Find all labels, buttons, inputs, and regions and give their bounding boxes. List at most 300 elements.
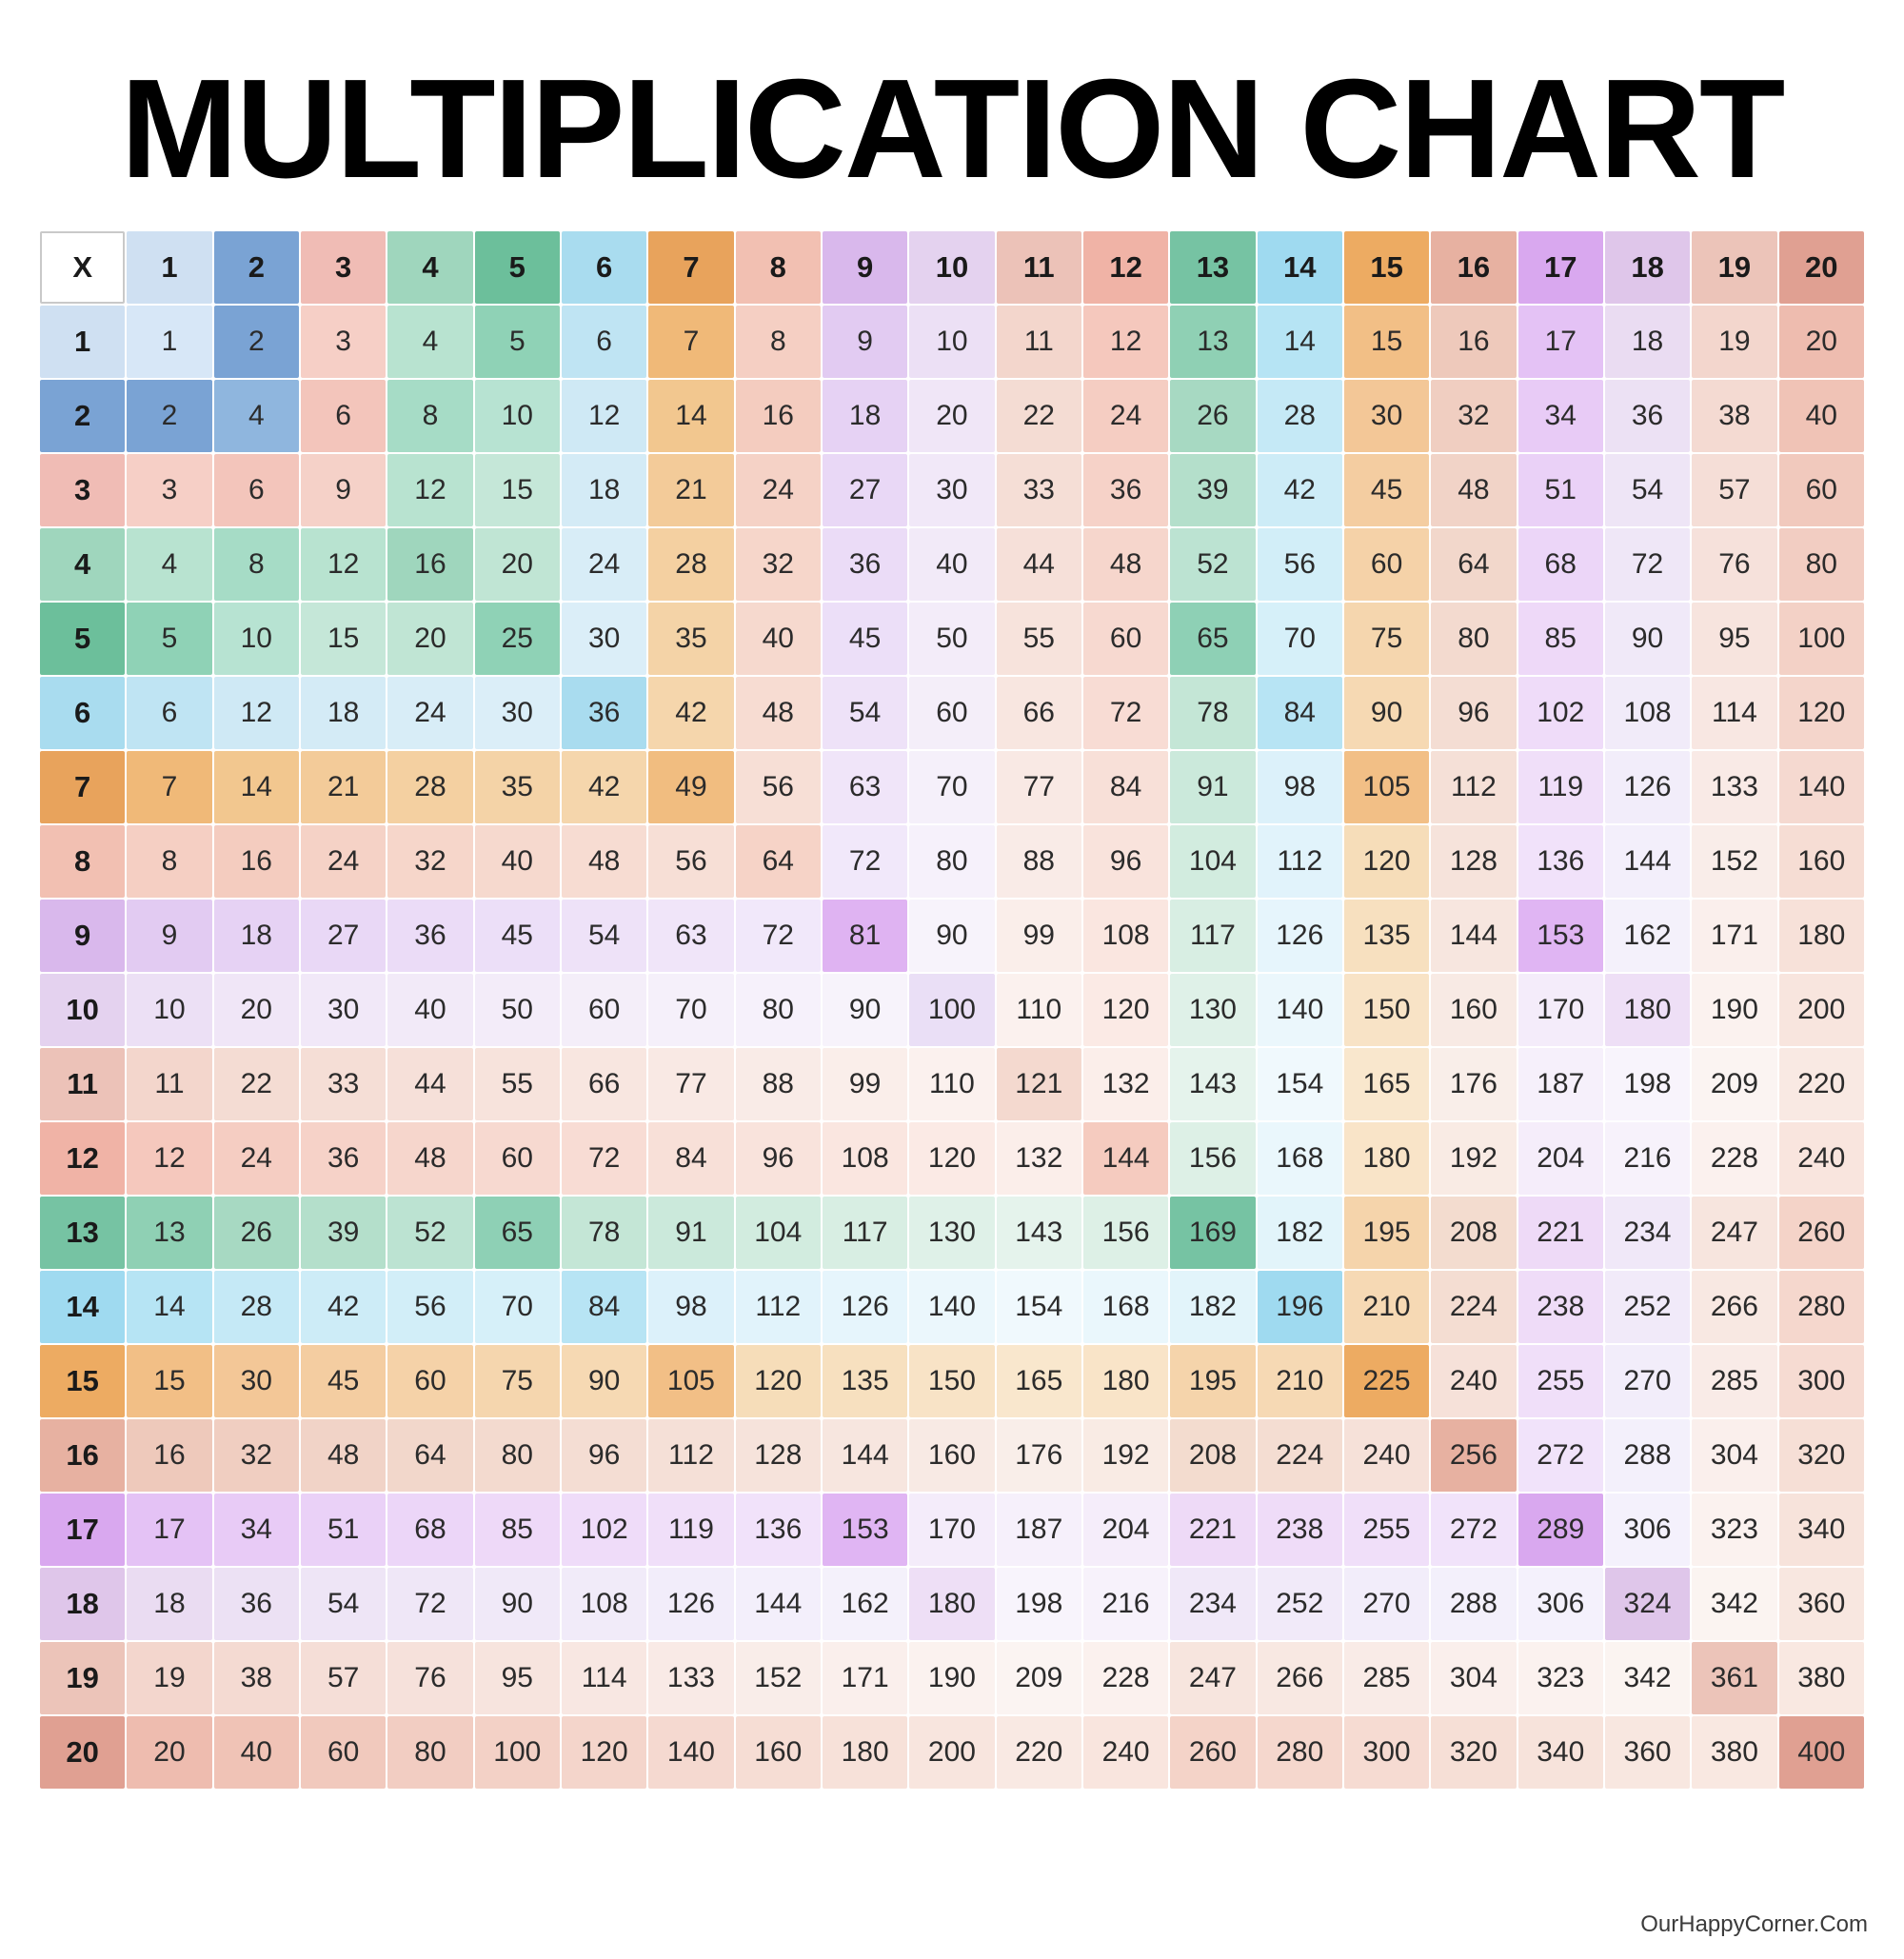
product-cell: 238 [1258, 1494, 1342, 1566]
product-cell: 165 [997, 1345, 1081, 1417]
product-cell: 9 [823, 306, 907, 378]
product-cell: 144 [823, 1419, 907, 1492]
product-cell: 20 [214, 974, 299, 1046]
product-cell: 90 [1605, 603, 1690, 675]
product-cell: 75 [1344, 603, 1429, 675]
product-cell: 90 [1344, 677, 1429, 749]
product-cell: 30 [562, 603, 646, 675]
product-cell: 12 [562, 380, 646, 452]
product-cell: 170 [909, 1494, 994, 1566]
product-cell: 14 [214, 751, 299, 823]
product-cell: 32 [214, 1419, 299, 1492]
product-cell: 24 [387, 677, 472, 749]
product-cell: 65 [475, 1197, 560, 1269]
product-cell: 247 [1692, 1197, 1776, 1269]
product-cell: 64 [1431, 528, 1516, 601]
product-cell: 208 [1170, 1419, 1255, 1492]
row-header: 19 [40, 1642, 125, 1714]
product-cell: 300 [1344, 1716, 1429, 1789]
product-cell: 36 [1083, 454, 1168, 526]
product-cell: 96 [1431, 677, 1516, 749]
product-cell: 380 [1692, 1716, 1776, 1789]
product-cell: 17 [127, 1494, 211, 1566]
product-cell: 108 [823, 1122, 907, 1195]
product-cell: 12 [301, 528, 386, 601]
corner-cell: X [40, 231, 125, 304]
product-cell: 16 [127, 1419, 211, 1492]
product-cell: 320 [1779, 1419, 1864, 1492]
table-row [40, 900, 1864, 972]
product-cell: 91 [648, 1197, 733, 1269]
product-cell: 171 [1692, 900, 1776, 972]
row-header: 18 [40, 1568, 125, 1640]
product-cell: 55 [997, 603, 1081, 675]
product-cell: 72 [1605, 528, 1690, 601]
product-cell: 200 [1779, 974, 1864, 1046]
product-cell: 210 [1344, 1271, 1429, 1343]
product-cell: 228 [1083, 1642, 1168, 1714]
product-cell: 80 [1779, 528, 1864, 601]
product-cell: 108 [562, 1568, 646, 1640]
table-row [40, 1716, 1864, 1789]
product-cell: 63 [648, 900, 733, 972]
product-cell: 11 [997, 306, 1081, 378]
product-cell: 32 [736, 528, 821, 601]
product-cell: 21 [301, 751, 386, 823]
product-cell: 45 [475, 900, 560, 972]
product-cell: 306 [1518, 1568, 1603, 1640]
product-cell: 60 [387, 1345, 472, 1417]
table-row [40, 1419, 1864, 1492]
product-cell: 51 [1518, 454, 1603, 526]
product-cell: 270 [1344, 1568, 1429, 1640]
product-cell: 140 [1258, 974, 1342, 1046]
product-cell: 180 [1083, 1345, 1168, 1417]
table-row [40, 603, 1864, 675]
product-cell: 128 [1431, 825, 1516, 898]
product-cell: 360 [1779, 1568, 1864, 1640]
product-cell: 120 [562, 1716, 646, 1789]
table-row [40, 677, 1864, 749]
product-cell: 8 [214, 528, 299, 601]
product-cell: 30 [301, 974, 386, 1046]
product-cell: 162 [1605, 900, 1690, 972]
product-cell: 72 [1083, 677, 1168, 749]
product-cell: 150 [909, 1345, 994, 1417]
row-header: 11 [40, 1048, 125, 1120]
product-cell: 48 [1083, 528, 1168, 601]
product-cell: 24 [301, 825, 386, 898]
product-cell: 15 [1344, 306, 1429, 378]
product-cell: 13 [127, 1197, 211, 1269]
product-cell: 84 [1083, 751, 1168, 823]
product-cell: 28 [387, 751, 472, 823]
column-header: 11 [997, 231, 1081, 304]
product-cell: 40 [475, 825, 560, 898]
product-cell: 10 [909, 306, 994, 378]
product-cell: 80 [387, 1716, 472, 1789]
product-cell: 112 [1431, 751, 1516, 823]
product-cell: 204 [1518, 1122, 1603, 1195]
product-cell: 114 [562, 1642, 646, 1714]
product-cell: 12 [1083, 306, 1168, 378]
product-cell: 238 [1518, 1271, 1603, 1343]
product-cell: 1 [127, 306, 211, 378]
product-cell: 96 [736, 1122, 821, 1195]
product-cell: 252 [1258, 1568, 1342, 1640]
product-cell: 208 [1431, 1197, 1516, 1269]
product-cell: 170 [1518, 974, 1603, 1046]
product-cell: 140 [1779, 751, 1864, 823]
product-cell: 85 [1518, 603, 1603, 675]
product-cell: 3 [127, 454, 211, 526]
product-cell: 195 [1344, 1197, 1429, 1269]
product-cell: 240 [1431, 1345, 1516, 1417]
table-row [40, 751, 1864, 823]
row-header: 13 [40, 1197, 125, 1269]
product-cell: 171 [823, 1642, 907, 1714]
product-cell: 144 [1083, 1122, 1168, 1195]
product-cell: 99 [823, 1048, 907, 1120]
product-cell: 120 [1344, 825, 1429, 898]
product-cell: 195 [1170, 1345, 1255, 1417]
product-cell: 15 [301, 603, 386, 675]
product-cell: 76 [387, 1642, 472, 1714]
product-cell: 51 [301, 1494, 386, 1566]
row-header: 4 [40, 528, 125, 601]
product-cell: 16 [1431, 306, 1516, 378]
row-header: 1 [40, 306, 125, 378]
product-cell: 14 [127, 1271, 211, 1343]
product-cell: 48 [301, 1419, 386, 1492]
table-row [40, 306, 1864, 378]
multiplication-chart-page [0, 50, 1904, 1959]
product-cell: 153 [823, 1494, 907, 1566]
product-cell: 120 [1779, 677, 1864, 749]
product-cell: 156 [1170, 1122, 1255, 1195]
product-cell: 114 [1692, 677, 1776, 749]
product-cell: 40 [1779, 380, 1864, 452]
product-cell: 20 [909, 380, 994, 452]
product-cell: 68 [387, 1494, 472, 1566]
product-cell: 90 [823, 974, 907, 1046]
product-cell: 64 [387, 1419, 472, 1492]
table-body [40, 306, 1864, 1789]
product-cell: 26 [1170, 380, 1255, 452]
product-cell: 266 [1258, 1642, 1342, 1714]
product-cell: 84 [562, 1271, 646, 1343]
product-cell: 105 [648, 1345, 733, 1417]
product-cell: 192 [1083, 1419, 1168, 1492]
row-header: 2 [40, 380, 125, 452]
product-cell: 168 [1258, 1122, 1342, 1195]
header-row [40, 231, 1864, 304]
product-cell: 182 [1170, 1271, 1255, 1343]
product-cell: 143 [997, 1197, 1081, 1269]
product-cell: 16 [736, 380, 821, 452]
product-cell: 98 [648, 1271, 733, 1343]
product-cell: 24 [736, 454, 821, 526]
product-cell: 40 [214, 1716, 299, 1789]
product-cell: 160 [1779, 825, 1864, 898]
product-cell: 126 [648, 1568, 733, 1640]
product-cell: 81 [823, 900, 907, 972]
product-cell: 2 [214, 306, 299, 378]
column-header: 3 [301, 231, 386, 304]
product-cell: 44 [997, 528, 1081, 601]
product-cell: 60 [1083, 603, 1168, 675]
product-cell: 108 [1605, 677, 1690, 749]
multiplication-table [38, 229, 1866, 1791]
product-cell: 60 [562, 974, 646, 1046]
product-cell: 288 [1605, 1419, 1690, 1492]
product-cell: 220 [997, 1716, 1081, 1789]
table-row [40, 528, 1864, 601]
product-cell: 88 [997, 825, 1081, 898]
product-cell: 14 [1258, 306, 1342, 378]
product-cell: 15 [475, 454, 560, 526]
product-cell: 112 [736, 1271, 821, 1343]
product-cell: 42 [648, 677, 733, 749]
product-cell: 36 [301, 1122, 386, 1195]
product-cell: 108 [1083, 900, 1168, 972]
product-cell: 16 [214, 825, 299, 898]
product-cell: 36 [214, 1568, 299, 1640]
product-cell: 280 [1258, 1716, 1342, 1789]
row-header: 5 [40, 603, 125, 675]
product-cell: 152 [736, 1642, 821, 1714]
product-cell: 110 [909, 1048, 994, 1120]
product-cell: 119 [648, 1494, 733, 1566]
product-cell: 54 [301, 1568, 386, 1640]
product-cell: 20 [387, 603, 472, 675]
product-cell: 361 [1692, 1642, 1776, 1714]
product-cell: 70 [648, 974, 733, 1046]
column-header: 5 [475, 231, 560, 304]
product-cell: 117 [823, 1197, 907, 1269]
product-cell: 130 [1170, 974, 1255, 1046]
product-cell: 11 [127, 1048, 211, 1120]
row-header: 14 [40, 1271, 125, 1343]
product-cell: 18 [214, 900, 299, 972]
product-cell: 66 [562, 1048, 646, 1120]
product-cell: 234 [1605, 1197, 1690, 1269]
table-row [40, 1345, 1864, 1417]
product-cell: 209 [1692, 1048, 1776, 1120]
product-cell: 210 [1258, 1345, 1342, 1417]
product-cell: 45 [1344, 454, 1429, 526]
row-header: 10 [40, 974, 125, 1046]
product-cell: 180 [1779, 900, 1864, 972]
product-cell: 100 [1779, 603, 1864, 675]
product-cell: 10 [127, 974, 211, 1046]
product-cell: 8 [387, 380, 472, 452]
product-cell: 260 [1779, 1197, 1864, 1269]
product-cell: 228 [1692, 1122, 1776, 1195]
product-cell: 128 [736, 1419, 821, 1492]
product-cell: 21 [648, 454, 733, 526]
product-cell: 40 [387, 974, 472, 1046]
product-cell: 126 [1605, 751, 1690, 823]
product-cell: 57 [301, 1642, 386, 1714]
product-cell: 220 [1779, 1048, 1864, 1120]
table-row [40, 1271, 1864, 1343]
product-cell: 80 [475, 1419, 560, 1492]
product-cell: 198 [1605, 1048, 1690, 1120]
product-cell: 77 [648, 1048, 733, 1120]
table-row [40, 454, 1864, 526]
product-cell: 112 [648, 1419, 733, 1492]
product-cell: 102 [562, 1494, 646, 1566]
product-cell: 119 [1518, 751, 1603, 823]
product-cell: 12 [214, 677, 299, 749]
product-cell: 200 [909, 1716, 994, 1789]
product-cell: 304 [1692, 1419, 1776, 1492]
product-cell: 50 [909, 603, 994, 675]
product-cell: 140 [648, 1716, 733, 1789]
chart-table-container [38, 229, 1866, 1791]
product-cell: 4 [127, 528, 211, 601]
product-cell: 20 [475, 528, 560, 601]
product-cell: 221 [1170, 1494, 1255, 1566]
product-cell: 143 [1170, 1048, 1255, 1120]
product-cell: 160 [736, 1716, 821, 1789]
table-row [40, 974, 1864, 1046]
column-header: 4 [387, 231, 472, 304]
product-cell: 204 [1083, 1494, 1168, 1566]
product-cell: 15 [127, 1345, 211, 1417]
product-cell: 176 [1431, 1048, 1516, 1120]
product-cell: 18 [301, 677, 386, 749]
product-cell: 240 [1083, 1716, 1168, 1789]
product-cell: 150 [1344, 974, 1429, 1046]
product-cell: 260 [1170, 1716, 1255, 1789]
table-row [40, 1048, 1864, 1120]
product-cell: 216 [1083, 1568, 1168, 1640]
product-cell: 100 [909, 974, 994, 1046]
product-cell: 78 [562, 1197, 646, 1269]
column-header: 13 [1170, 231, 1255, 304]
product-cell: 266 [1692, 1271, 1776, 1343]
product-cell: 56 [736, 751, 821, 823]
product-cell: 99 [997, 900, 1081, 972]
column-header: 2 [214, 231, 299, 304]
product-cell: 154 [1258, 1048, 1342, 1120]
product-cell: 255 [1518, 1345, 1603, 1417]
product-cell: 221 [1518, 1197, 1603, 1269]
product-cell: 324 [1605, 1568, 1690, 1640]
product-cell: 323 [1518, 1642, 1603, 1714]
product-cell: 42 [301, 1271, 386, 1343]
product-cell: 32 [387, 825, 472, 898]
product-cell: 34 [214, 1494, 299, 1566]
product-cell: 66 [997, 677, 1081, 749]
product-cell: 35 [648, 603, 733, 675]
product-cell: 126 [1258, 900, 1342, 972]
product-cell: 160 [1431, 974, 1516, 1046]
product-cell: 78 [1170, 677, 1255, 749]
product-cell: 39 [301, 1197, 386, 1269]
product-cell: 33 [301, 1048, 386, 1120]
product-cell: 30 [475, 677, 560, 749]
product-cell: 10 [214, 603, 299, 675]
product-cell: 136 [736, 1494, 821, 1566]
product-cell: 90 [909, 900, 994, 972]
product-cell: 22 [214, 1048, 299, 1120]
product-cell: 72 [562, 1122, 646, 1195]
column-header: 6 [562, 231, 646, 304]
product-cell: 96 [1083, 825, 1168, 898]
product-cell: 144 [736, 1568, 821, 1640]
product-cell: 100 [475, 1716, 560, 1789]
table-row [40, 1494, 1864, 1566]
product-cell: 24 [214, 1122, 299, 1195]
product-cell: 225 [1344, 1345, 1429, 1417]
product-cell: 340 [1518, 1716, 1603, 1789]
product-cell: 64 [736, 825, 821, 898]
product-cell: 45 [301, 1345, 386, 1417]
product-cell: 36 [562, 677, 646, 749]
product-cell: 60 [909, 677, 994, 749]
product-cell: 56 [1258, 528, 1342, 601]
product-cell: 91 [1170, 751, 1255, 823]
product-cell: 19 [1692, 306, 1776, 378]
product-cell: 105 [1344, 751, 1429, 823]
product-cell: 209 [997, 1642, 1081, 1714]
product-cell: 27 [301, 900, 386, 972]
product-cell: 117 [1170, 900, 1255, 972]
column-header: 20 [1779, 231, 1864, 304]
product-cell: 140 [909, 1271, 994, 1343]
product-cell: 30 [1344, 380, 1429, 452]
row-header: 3 [40, 454, 125, 526]
product-cell: 6 [562, 306, 646, 378]
table-header [40, 231, 1864, 304]
product-cell: 130 [909, 1197, 994, 1269]
product-cell: 168 [1083, 1271, 1168, 1343]
product-cell: 38 [1692, 380, 1776, 452]
product-cell: 68 [1518, 528, 1603, 601]
column-header: 14 [1258, 231, 1342, 304]
product-cell: 110 [997, 974, 1081, 1046]
product-cell: 22 [997, 380, 1081, 452]
product-cell: 256 [1431, 1419, 1516, 1492]
product-cell: 12 [127, 1122, 211, 1195]
table-row [40, 1197, 1864, 1269]
product-cell: 4 [387, 306, 472, 378]
product-cell: 285 [1344, 1642, 1429, 1714]
row-header: 20 [40, 1716, 125, 1789]
column-header: 17 [1518, 231, 1603, 304]
product-cell: 20 [1779, 306, 1864, 378]
product-cell: 7 [127, 751, 211, 823]
product-cell: 165 [1344, 1048, 1429, 1120]
product-cell: 28 [214, 1271, 299, 1343]
product-cell: 6 [127, 677, 211, 749]
product-cell: 60 [1779, 454, 1864, 526]
product-cell: 8 [736, 306, 821, 378]
product-cell: 48 [387, 1122, 472, 1195]
product-cell: 182 [1258, 1197, 1342, 1269]
product-cell: 36 [1605, 380, 1690, 452]
product-cell: 154 [997, 1271, 1081, 1343]
product-cell: 42 [1258, 454, 1342, 526]
column-header: 8 [736, 231, 821, 304]
product-cell: 4 [214, 380, 299, 452]
product-cell: 196 [1258, 1271, 1342, 1343]
product-cell: 33 [997, 454, 1081, 526]
column-header: 16 [1431, 231, 1516, 304]
